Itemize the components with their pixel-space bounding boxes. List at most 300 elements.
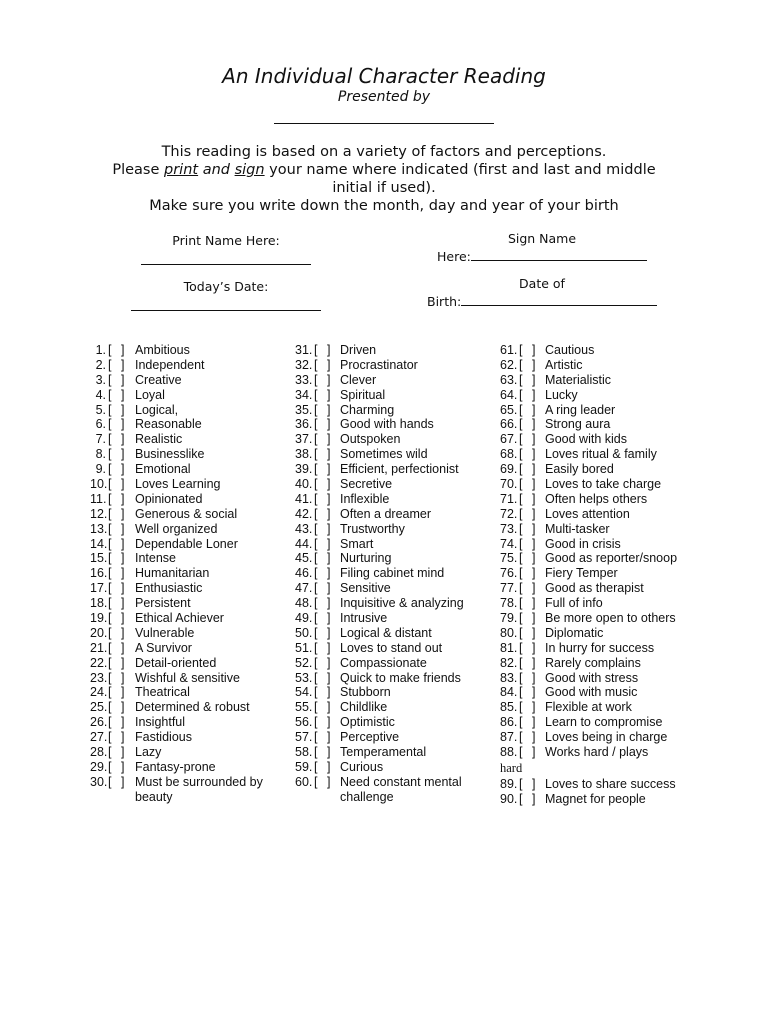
checkbox-close-bracket[interactable]: ] [121,774,125,789]
item-number: 26. [90,715,108,730]
checkbox-close-bracket[interactable]: ] [532,462,536,477]
checklist-item [295,507,495,522]
checkbox-open-bracket[interactable]: [ [108,551,112,566]
checkbox-close-bracket[interactable]: ] [532,581,536,596]
checklist-item [90,492,290,507]
checkbox-open-bracket[interactable]: [ [314,700,318,715]
checkbox-close-bracket[interactable]: ] [121,700,125,715]
item-label: Intrusive [340,611,388,626]
checkbox-close-bracket[interactable]: ] [327,432,331,447]
todays-date-line[interactable] [131,298,321,311]
item-label: Realistic [135,432,183,447]
checklist-item [500,700,700,715]
checkbox-open-bracket[interactable]: [ [519,417,523,432]
checkbox-open-bracket[interactable]: [ [519,730,523,745]
item-label: Temperamental [340,745,427,760]
item-label: Multi-tasker [545,521,610,536]
instructions-line-2: Please print and sign your name where indicated (first and last and middle [112,162,656,178]
checkbox-open-bracket[interactable]: [ [314,477,318,492]
checkbox-close-bracket[interactable]: ] [121,372,125,387]
item-label: Diplomatic [545,625,604,640]
item-number: 90. [500,791,518,806]
item-label: Wishful & sensitive [135,670,240,685]
checkbox-open-bracket[interactable]: [ [519,566,523,581]
checkbox-open-bracket[interactable]: [ [108,402,112,417]
checklist-item [90,343,290,358]
checkbox-open-bracket[interactable]: [ [108,477,112,492]
checkbox-open-bracket[interactable]: [ [108,670,112,685]
print-name-line[interactable] [141,252,311,265]
checklist-item [500,596,700,611]
item-label: Good with hands [340,417,434,432]
checkbox-open-bracket[interactable]: [ [519,640,523,655]
checkbox-open-bracket[interactable]: [ [108,655,112,670]
item-label: Compassionate [340,655,427,670]
checkbox-open-bracket[interactable]: [ [108,432,112,447]
checkbox-open-bracket[interactable]: [ [314,387,318,402]
checkbox-close-bracket[interactable]: ] [121,387,125,402]
item-label: Must be surrounded by [135,774,263,789]
checkbox-open-bracket[interactable]: [ [314,596,318,611]
item-number: 31. [295,343,313,357]
checkbox-close-bracket[interactable]: ] [532,596,536,611]
item-label: Ambitious [135,343,190,357]
checkbox-open-bracket[interactable]: [ [519,655,523,670]
checkbox-open-bracket[interactable]: [ [108,640,112,655]
checkbox-close-bracket[interactable]: ] [121,551,125,566]
item-label: Secretive [340,477,393,492]
checkbox-close-bracket[interactable]: ] [327,447,331,462]
checklist-item [295,760,495,775]
checkbox-close-bracket[interactable]: ] [532,432,536,447]
checkbox-open-bracket[interactable]: [ [314,357,318,372]
checklist-item [295,522,495,537]
checkbox-open-bracket[interactable]: [ [314,491,318,506]
checkbox-close-bracket[interactable]: ] [327,685,331,700]
checkbox-open-bracket[interactable]: [ [314,640,318,655]
item-number: 42. [295,506,313,521]
checklist-item [500,551,700,566]
checkbox-close-bracket[interactable]: ] [121,462,125,477]
checkbox-open-bracket[interactable]: [ [108,685,112,700]
item-number: 10. [90,477,108,492]
checkbox-open-bracket[interactable]: [ [519,432,523,447]
checklist-item [500,373,700,388]
checklist-item [295,730,495,745]
item-label: Detail-oriented [135,655,217,670]
checkbox-close-bracket[interactable]: ] [532,447,536,462]
item-number: 34. [295,387,313,402]
item-number: 49. [295,611,313,626]
checklist-item [295,492,495,507]
checkbox-open-bracket[interactable]: [ [108,611,112,626]
item-number: 73. [500,521,518,536]
item-number: 60. [295,774,313,789]
checkbox-open-bracket[interactable]: [ [519,521,523,536]
item-number: 82. [500,655,518,670]
checkbox-close-bracket[interactable]: ] [121,759,125,774]
checkbox-open-bracket[interactable]: [ [314,730,318,745]
item-label: Need constant mental [340,774,462,789]
checkbox-close-bracket[interactable]: ] [121,611,125,626]
checkbox-open-bracket[interactable]: [ [519,506,523,521]
item-number: 50. [295,625,313,640]
checkbox-close-bracket[interactable]: ] [327,611,331,626]
checkbox-close-bracket[interactable]: ] [532,670,536,685]
checkbox-open-bracket[interactable]: [ [108,625,112,640]
checkbox-close-bracket[interactable]: ] [532,402,536,417]
checkbox-open-bracket[interactable]: [ [108,536,112,551]
checkbox-open-bracket[interactable]: [ [314,670,318,685]
checkbox-open-bracket[interactable]: [ [108,759,112,774]
checkbox-close-bracket[interactable]: ] [121,596,125,611]
item-number: 87. [500,730,518,745]
date-of-birth-line[interactable] [461,293,657,306]
item-number: 45. [295,551,313,566]
checkbox-close-bracket[interactable]: ] [121,343,125,357]
item-number: 29. [90,759,108,774]
presenter-blank-line[interactable] [274,109,494,124]
item-number: 79. [500,611,518,626]
checkbox-close-bracket[interactable]: ] [532,611,536,626]
checkbox-close-bracket[interactable]: ] [121,402,125,417]
item-label: Driven [340,343,377,357]
checkbox-close-bracket[interactable]: ] [327,640,331,655]
checklist-item [500,641,700,656]
checkbox-open-bracket[interactable]: [ [519,372,523,387]
checkbox-close-bracket[interactable]: ] [327,715,331,730]
checkbox-close-bracket[interactable]: ] [532,566,536,581]
checkbox-close-bracket[interactable]: ] [121,566,125,581]
checklist-item [500,537,700,552]
checklist-item [90,611,290,626]
item-label: Humanitarian [135,566,210,581]
checklist-item [500,715,700,730]
checkbox-close-bracket[interactable]: ] [532,730,536,745]
checkbox-open-bracket[interactable]: [ [519,700,523,715]
checkbox-open-bracket[interactable]: [ [519,611,523,626]
page-subtitle: Presented by [337,89,431,105]
item-number: 68. [500,447,518,462]
item-number: 52. [295,655,313,670]
checkbox-close-bracket[interactable]: ] [532,536,536,551]
item-number: 66. [500,417,518,432]
checkbox-open-bracket[interactable]: [ [108,566,112,581]
checkbox-open-bracket[interactable]: [ [519,387,523,402]
checkbox-open-bracket[interactable]: [ [519,402,523,417]
checkbox-close-bracket[interactable]: ] [121,640,125,655]
item-number: 51. [295,640,313,655]
checkbox-open-bracket[interactable]: [ [108,387,112,402]
checkbox-open-bracket[interactable]: [ [108,506,112,521]
checkbox-close-bracket[interactable]: ] [532,745,536,760]
checklist-item [90,447,290,462]
checkbox-open-bracket[interactable]: [ [108,745,112,760]
checkbox-close-bracket[interactable]: ] [327,491,331,506]
checkbox-open-bracket[interactable]: [ [519,491,523,506]
checkbox-open-bracket[interactable]: [ [519,745,523,760]
item-label: Rarely complains [545,655,641,670]
item-label: Learn to compromise [545,715,663,730]
checkbox-close-bracket[interactable]: ] [327,402,331,417]
item-label-continued: hard [500,760,523,775]
checkbox-open-bracket[interactable]: [ [519,462,523,477]
checkbox-open-bracket[interactable]: [ [314,506,318,521]
checklist-item [500,417,700,432]
checkbox-close-bracket[interactable]: ] [121,670,125,685]
item-number: 3. [95,372,106,387]
checkbox-open-bracket[interactable]: [ [314,625,318,640]
checkbox-open-bracket[interactable]: [ [108,343,112,357]
checkbox-close-bracket[interactable]: ] [327,566,331,581]
checkbox-open-bracket[interactable]: [ [108,417,112,432]
item-label: Logical & distant [340,625,432,640]
checklist-item [500,388,700,403]
item-number: 17. [90,581,108,596]
item-label: Good as reporter/snoop [545,551,678,566]
item-number: 9. [95,462,106,477]
checkbox-close-bracket[interactable]: ] [121,447,125,462]
checkbox-close-bracket[interactable]: ] [532,357,536,372]
item-number: 63. [500,372,518,387]
checkbox-close-bracket[interactable]: ] [121,581,125,596]
checkbox-open-bracket[interactable]: [ [314,759,318,774]
item-label: Efficient, perfectionist [340,462,459,477]
checkbox-close-bracket[interactable]: ] [327,521,331,536]
item-number: 12. [90,506,108,521]
checkbox-open-bracket[interactable]: [ [519,343,523,357]
date-of-birth-label: Date of [519,276,565,291]
checkbox-close-bracket[interactable]: ] [327,372,331,387]
item-number: 15. [90,551,108,566]
checkbox-open-bracket[interactable]: [ [108,774,112,789]
checkbox-open-bracket[interactable]: [ [519,776,523,791]
item-number: 80. [500,625,518,640]
item-label: Trustworthy [340,521,405,536]
item-number: 18. [90,596,108,611]
item-label: Good with kids [545,432,627,447]
checkbox-open-bracket[interactable]: [ [519,791,523,806]
checkbox-open-bracket[interactable]: [ [519,581,523,596]
item-label: Good as therapist [545,581,644,596]
item-label: Loves Learning [135,477,221,492]
checkbox-close-bracket[interactable]: ] [121,491,125,506]
item-number: 72. [500,506,518,521]
checkbox-close-bracket[interactable]: ] [532,343,536,357]
checkbox-close-bracket[interactable]: ] [327,417,331,432]
checkbox-close-bracket[interactable]: ] [532,372,536,387]
checkbox-close-bracket[interactable]: ] [532,715,536,730]
item-number: 54. [295,685,313,700]
checklist-column-2 [295,343,495,805]
item-label: Clever [340,372,377,387]
item-label: Loves attention [545,506,630,521]
checkbox-close-bracket[interactable]: ] [327,655,331,670]
checkbox-close-bracket[interactable]: ] [532,551,536,566]
item-label: Logical, [135,402,179,417]
checkbox-close-bracket[interactable]: ] [327,536,331,551]
checkbox-close-bracket[interactable]: ] [121,655,125,670]
checkbox-open-bracket[interactable]: [ [108,372,112,387]
checkbox-open-bracket[interactable]: [ [108,700,112,715]
item-label: Full of info [545,596,603,611]
checkbox-open-bracket[interactable]: [ [314,581,318,596]
checkbox-close-bracket[interactable]: ] [327,730,331,745]
checklist-item [295,775,495,790]
checklist-item [90,581,290,596]
checklist-item [90,566,290,581]
checkbox-open-bracket[interactable]: [ [314,417,318,432]
checkbox-close-bracket[interactable]: ] [327,596,331,611]
item-number: 77. [500,581,518,596]
checkbox-open-bracket[interactable]: [ [519,477,523,492]
item-label: Childlike [340,700,388,715]
checkbox-open-bracket[interactable]: [ [314,372,318,387]
item-label: Procrastinator [340,357,418,372]
checkbox-close-bracket[interactable]: ] [327,581,331,596]
checkbox-open-bracket[interactable]: [ [519,447,523,462]
checklist-item [500,730,700,745]
checklist-item [295,641,495,656]
checkbox-open-bracket[interactable]: [ [314,432,318,447]
checklist-item [90,656,290,671]
checkbox-close-bracket[interactable]: ] [532,506,536,521]
checkbox-open-bracket[interactable]: [ [519,685,523,700]
checkbox-close-bracket[interactable]: ] [121,521,125,536]
checkbox-close-bracket[interactable]: ] [532,491,536,506]
checkbox-open-bracket[interactable]: [ [519,596,523,611]
checkbox-open-bracket[interactable]: [ [108,447,112,462]
checkbox-open-bracket[interactable]: [ [314,402,318,417]
checkbox-close-bracket[interactable]: ] [327,387,331,402]
checkbox-close-bracket[interactable]: ] [327,759,331,774]
item-label: Ethical Achiever [135,611,224,626]
checkbox-open-bracket[interactable]: [ [519,625,523,640]
checkbox-open-bracket[interactable]: [ [108,462,112,477]
checkbox-close-bracket[interactable]: ] [532,640,536,655]
item-label: Sometimes wild [340,447,428,462]
checkbox-open-bracket[interactable]: [ [519,551,523,566]
checkbox-close-bracket[interactable]: ] [327,357,331,372]
checkbox-open-bracket[interactable]: [ [314,521,318,536]
item-number: 28. [90,745,108,760]
checkbox-close-bracket[interactable]: ] [532,655,536,670]
sign-name-line[interactable] [471,248,647,261]
checkbox-close-bracket[interactable]: ] [327,625,331,640]
checkbox-open-bracket[interactable]: [ [519,536,523,551]
checklist-item [90,730,290,745]
checkbox-open-bracket[interactable]: [ [314,685,318,700]
checkbox-open-bracket[interactable]: [ [108,491,112,506]
checkbox-open-bracket[interactable]: [ [314,611,318,626]
checkbox-close-bracket[interactable]: ] [532,700,536,715]
checkbox-close-bracket[interactable]: ] [121,745,125,760]
checkbox-close-bracket[interactable]: ] [121,730,125,745]
checkbox-close-bracket[interactable]: ] [121,432,125,447]
checkbox-close-bracket[interactable]: ] [532,685,536,700]
checklist-item [500,447,700,462]
checkbox-open-bracket[interactable]: [ [314,745,318,760]
item-number: 2. [95,357,106,372]
checkbox-close-bracket[interactable]: ] [121,685,125,700]
item-number: 85. [500,700,518,715]
checkbox-open-bracket[interactable]: [ [108,715,112,730]
checkbox-close-bracket[interactable]: ] [121,715,125,730]
checkbox-close-bracket[interactable]: ] [532,776,536,791]
item-label: Inflexible [340,491,390,506]
sign-name-field [432,231,652,264]
checkbox-close-bracket[interactable]: ] [532,477,536,492]
instructions [60,143,708,215]
checkbox-close-bracket[interactable]: ] [327,506,331,521]
checkbox-open-bracket[interactable]: [ [314,462,318,477]
item-number: 25. [90,700,108,715]
checkbox-open-bracket[interactable]: [ [314,715,318,730]
checkbox-close-bracket[interactable]: ] [532,417,536,432]
checkbox-close-bracket[interactable]: ] [532,791,536,806]
checkbox-open-bracket[interactable]: [ [314,566,318,581]
checkbox-close-bracket[interactable]: ] [327,745,331,760]
item-number: 16. [90,566,108,581]
checkbox-open-bracket[interactable]: [ [314,655,318,670]
item-number: 88. [500,745,518,760]
checklist-item [90,641,290,656]
item-number: 61. [500,343,518,357]
item-number: 75. [500,551,518,566]
item-label: Flexible at work [545,700,632,715]
checkbox-open-bracket[interactable]: [ [108,596,112,611]
checkbox-close-bracket[interactable]: ] [532,387,536,402]
checkbox-close-bracket[interactable]: ] [327,670,331,685]
checkbox-open-bracket[interactable]: [ [314,536,318,551]
checkbox-close-bracket[interactable]: ] [327,477,331,492]
item-label: Loves to stand out [340,640,443,655]
checkbox-close-bracket[interactable]: ] [532,521,536,536]
checkbox-close-bracket[interactable]: ] [121,536,125,551]
item-label: Loves to take charge [545,477,662,492]
checkbox-close-bracket[interactable]: ] [327,343,331,357]
checkbox-close-bracket[interactable]: ] [121,506,125,521]
checkbox-open-bracket[interactable]: [ [314,343,318,357]
item-label: Lucky [545,387,578,402]
checkbox-open-bracket[interactable]: [ [519,357,523,372]
item-number: 27. [90,730,108,745]
checkbox-close-bracket[interactable]: ] [121,417,125,432]
checkbox-open-bracket[interactable]: [ [314,774,318,789]
checkbox-open-bracket[interactable]: [ [108,521,112,536]
item-label: Cautious [545,343,595,357]
item-label: Creative [135,372,182,387]
checkbox-close-bracket[interactable]: ] [327,462,331,477]
checkbox-close-bracket[interactable]: ] [121,357,125,372]
checkbox-open-bracket[interactable]: [ [314,447,318,462]
item-number: 8. [95,447,106,462]
checkbox-close-bracket[interactable]: ] [121,625,125,640]
checkbox-close-bracket[interactable]: ] [327,700,331,715]
checkbox-open-bracket[interactable]: [ [519,670,523,685]
checkbox-open-bracket[interactable]: [ [519,715,523,730]
checkbox-open-bracket[interactable]: [ [108,357,112,372]
checkbox-close-bracket[interactable]: ] [121,477,125,492]
instructions-line-3: initial if used). [332,180,436,196]
checkbox-close-bracket[interactable]: ] [532,625,536,640]
checkbox-close-bracket[interactable]: ] [327,551,331,566]
checkbox-open-bracket[interactable]: [ [314,551,318,566]
checkbox-close-bracket[interactable]: ] [327,774,331,789]
checkbox-open-bracket[interactable]: [ [108,581,112,596]
item-label: Fantasy-prone [135,759,216,774]
checkbox-open-bracket[interactable]: [ [108,730,112,745]
